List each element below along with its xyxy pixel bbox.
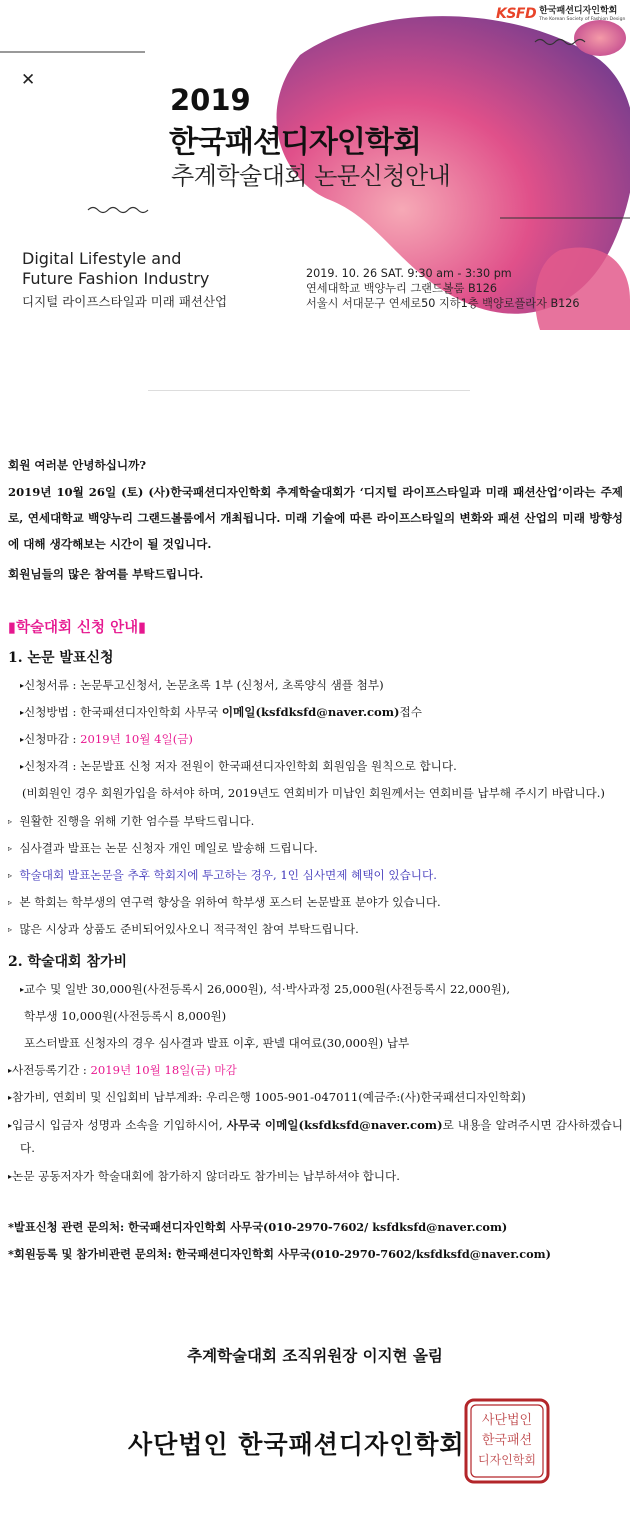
contact-presentation: *발표신청 관련 문의처: 한국패션디자인학회 사무국(010-2970-7602/ ksfdksfd@naver.com) — [8, 1220, 508, 1234]
note-deadline: ▹ 원활한 진행을 위해 기한 엄수를 부탁드립니다. — [8, 814, 255, 828]
fee-undergrad: 학부생 10,000원(사전등록시 8,000원) — [24, 1009, 227, 1023]
theme-en-line-1: Digital Lifestyle and — [22, 249, 182, 268]
event-banner — [0, 0, 630, 330]
event-datetime: 2019. 10. 26 SAT. 9:30 am - 3:30 pm — [306, 267, 512, 280]
section-2-title: 2. 학술대회 참가비 — [8, 954, 128, 970]
application-method: ▸신청방법 : 한국패션디자인학회 사무국 이메일(ksfdksfd@naver.com)접수 — [20, 705, 422, 719]
logo-mark: KSFD — [496, 6, 537, 22]
intro-paragraph: 2019년 10월 26일 (토) (사)한국패션디자인학회 추계학술대회가 ‘디지털 라이프스타일과 미래 패션산업’이라는 주제로, 연세대학교 백양누리 그랜드볼룸에서 개최됩니다. 미래 기술에 따른 라이프스타일의 변화와 패션 산업의 미래 방향성에 대해 생각해보는 시간이 될 것입니다. — [8, 485, 623, 551]
coauthor-fee-note: ▸논문 공동저자가 학술대회에 참가하지 않더라도 참가비는 납부하셔야 합니다. — [8, 1169, 400, 1183]
note-prizes: ▹ 많은 시상과 상품도 준비되어있사오니 적극적인 참여 부탁드립니다. — [8, 922, 359, 936]
banner-title: 한국패션디자인학회 — [169, 125, 421, 160]
ksfd-logo — [496, 6, 625, 23]
payment-account: ▸참가비, 연회비 및 신입회비 납부계좌: 우리은행 1005-901-047011(예금주:(사)한국패션디자인학회) — [8, 1090, 526, 1104]
section-1-title: 1. 논문 발표신청 — [8, 650, 114, 666]
application-docs: ▸신청서류 : 논문투고신청서, 논문초록 1부 (신청서, 초록양식 샘플 첨부) — [20, 678, 384, 692]
contact-registration: *회원등록 및 참가비관련 문의처: 한국패션디자인학회 사무국(010-2970-7602/ksfdksfd@naver.com) — [8, 1247, 551, 1261]
event-address: 서울시 서대문구 연세로50 지하1층 백양로플라자 B126 — [306, 297, 580, 310]
greeting: 회원 여러분 안녕하십니까? — [8, 458, 147, 472]
official-seal-icon — [462, 1396, 552, 1486]
note-result: ▹ 심사결과 발표는 논문 신청자 개인 메일로 발송해 드립니다. — [8, 841, 318, 855]
banner-theme-english — [22, 249, 209, 289]
banner-subtitle: 추계학술대회 논문신청안내 — [171, 162, 451, 190]
notice-heading: ▮학술대회 신청 안내▮ — [8, 619, 147, 636]
svg-text:사단법인: 사단법인 — [481, 1413, 533, 1428]
event-venue: 연세대학교 백양누리 그랜드볼룸 B126 — [306, 282, 497, 295]
organization-name: 사단법인 한국패션디자인학회 — [128, 1430, 465, 1459]
banner-year: 2019 — [170, 83, 251, 117]
banner-event-info — [306, 266, 580, 311]
section-divider — [148, 390, 470, 391]
fee-poster: 포스터발표 신청자의 경우 심사결과 발표 이후, 판넬 대여료(30,000원) 납부 — [24, 1036, 410, 1050]
close-icon: ✕ — [21, 70, 36, 90]
application-qualification: ▸신청자격 : 논문발표 신청 저자 전원이 한국패션디자인학회 회원임을 원칙으로 합니다. — [20, 759, 457, 773]
theme-en-line-2: Future Fashion Industry — [22, 269, 210, 288]
participation-request: 회원님들의 많은 참여를 부탁드립니다. — [8, 567, 204, 581]
closing-signature: 추계학술대회 조직위원장 이지현 올림 — [187, 1347, 443, 1365]
preregistration-period: ▸사전등록기간 : 2019년 10월 18일(금) 마감 — [8, 1063, 237, 1077]
logo-english-name: The Korean Society of Fashion Design — [539, 17, 626, 22]
banner-theme-korean: 디지털 라이프스타일과 미래 패션산업 — [22, 294, 228, 309]
svg-text:한국패션: 한국패션 — [481, 1433, 533, 1448]
note-undergrad-poster: ▹ 본 학회는 학부생의 연구력 향상을 위하여 학부생 포스터 논문발표 분야가 있습니다. — [8, 895, 441, 909]
qualification-note: (비회원인 경우 회원가입을 하셔야 하며, 2019년도 연회비가 미납인 회원께서는 연회비를 납부해 주시기 바랍니다.) — [22, 786, 605, 800]
svg-text:디자인학회: 디자인학회 — [478, 1453, 536, 1467]
announcement-body — [8, 452, 623, 1268]
fee-general: ▸교수 및 일반 30,000원(사전등록시 26,000원), 석·박사과정 25,000원(사전등록시 22,000원), — [20, 982, 511, 996]
note-review-exemption: ▹ 학술대회 발표논문을 추후 학회지에 투고하는 경우, 1인 심사면제 혜택이 있습니다. — [8, 868, 437, 882]
application-deadline: ▸신청마감 : 2019년 10월 4일(금) — [20, 732, 193, 746]
deposit-instructions: ▸입금시 입금자 성명과 소속을 기입하시어, 사무국 이메일(ksfdksfd@naver.com)로 내용을 알려주시면 감사하겠습니다. — [8, 1118, 623, 1155]
logo-korean-name: 한국패션디자인학회 — [539, 6, 618, 16]
